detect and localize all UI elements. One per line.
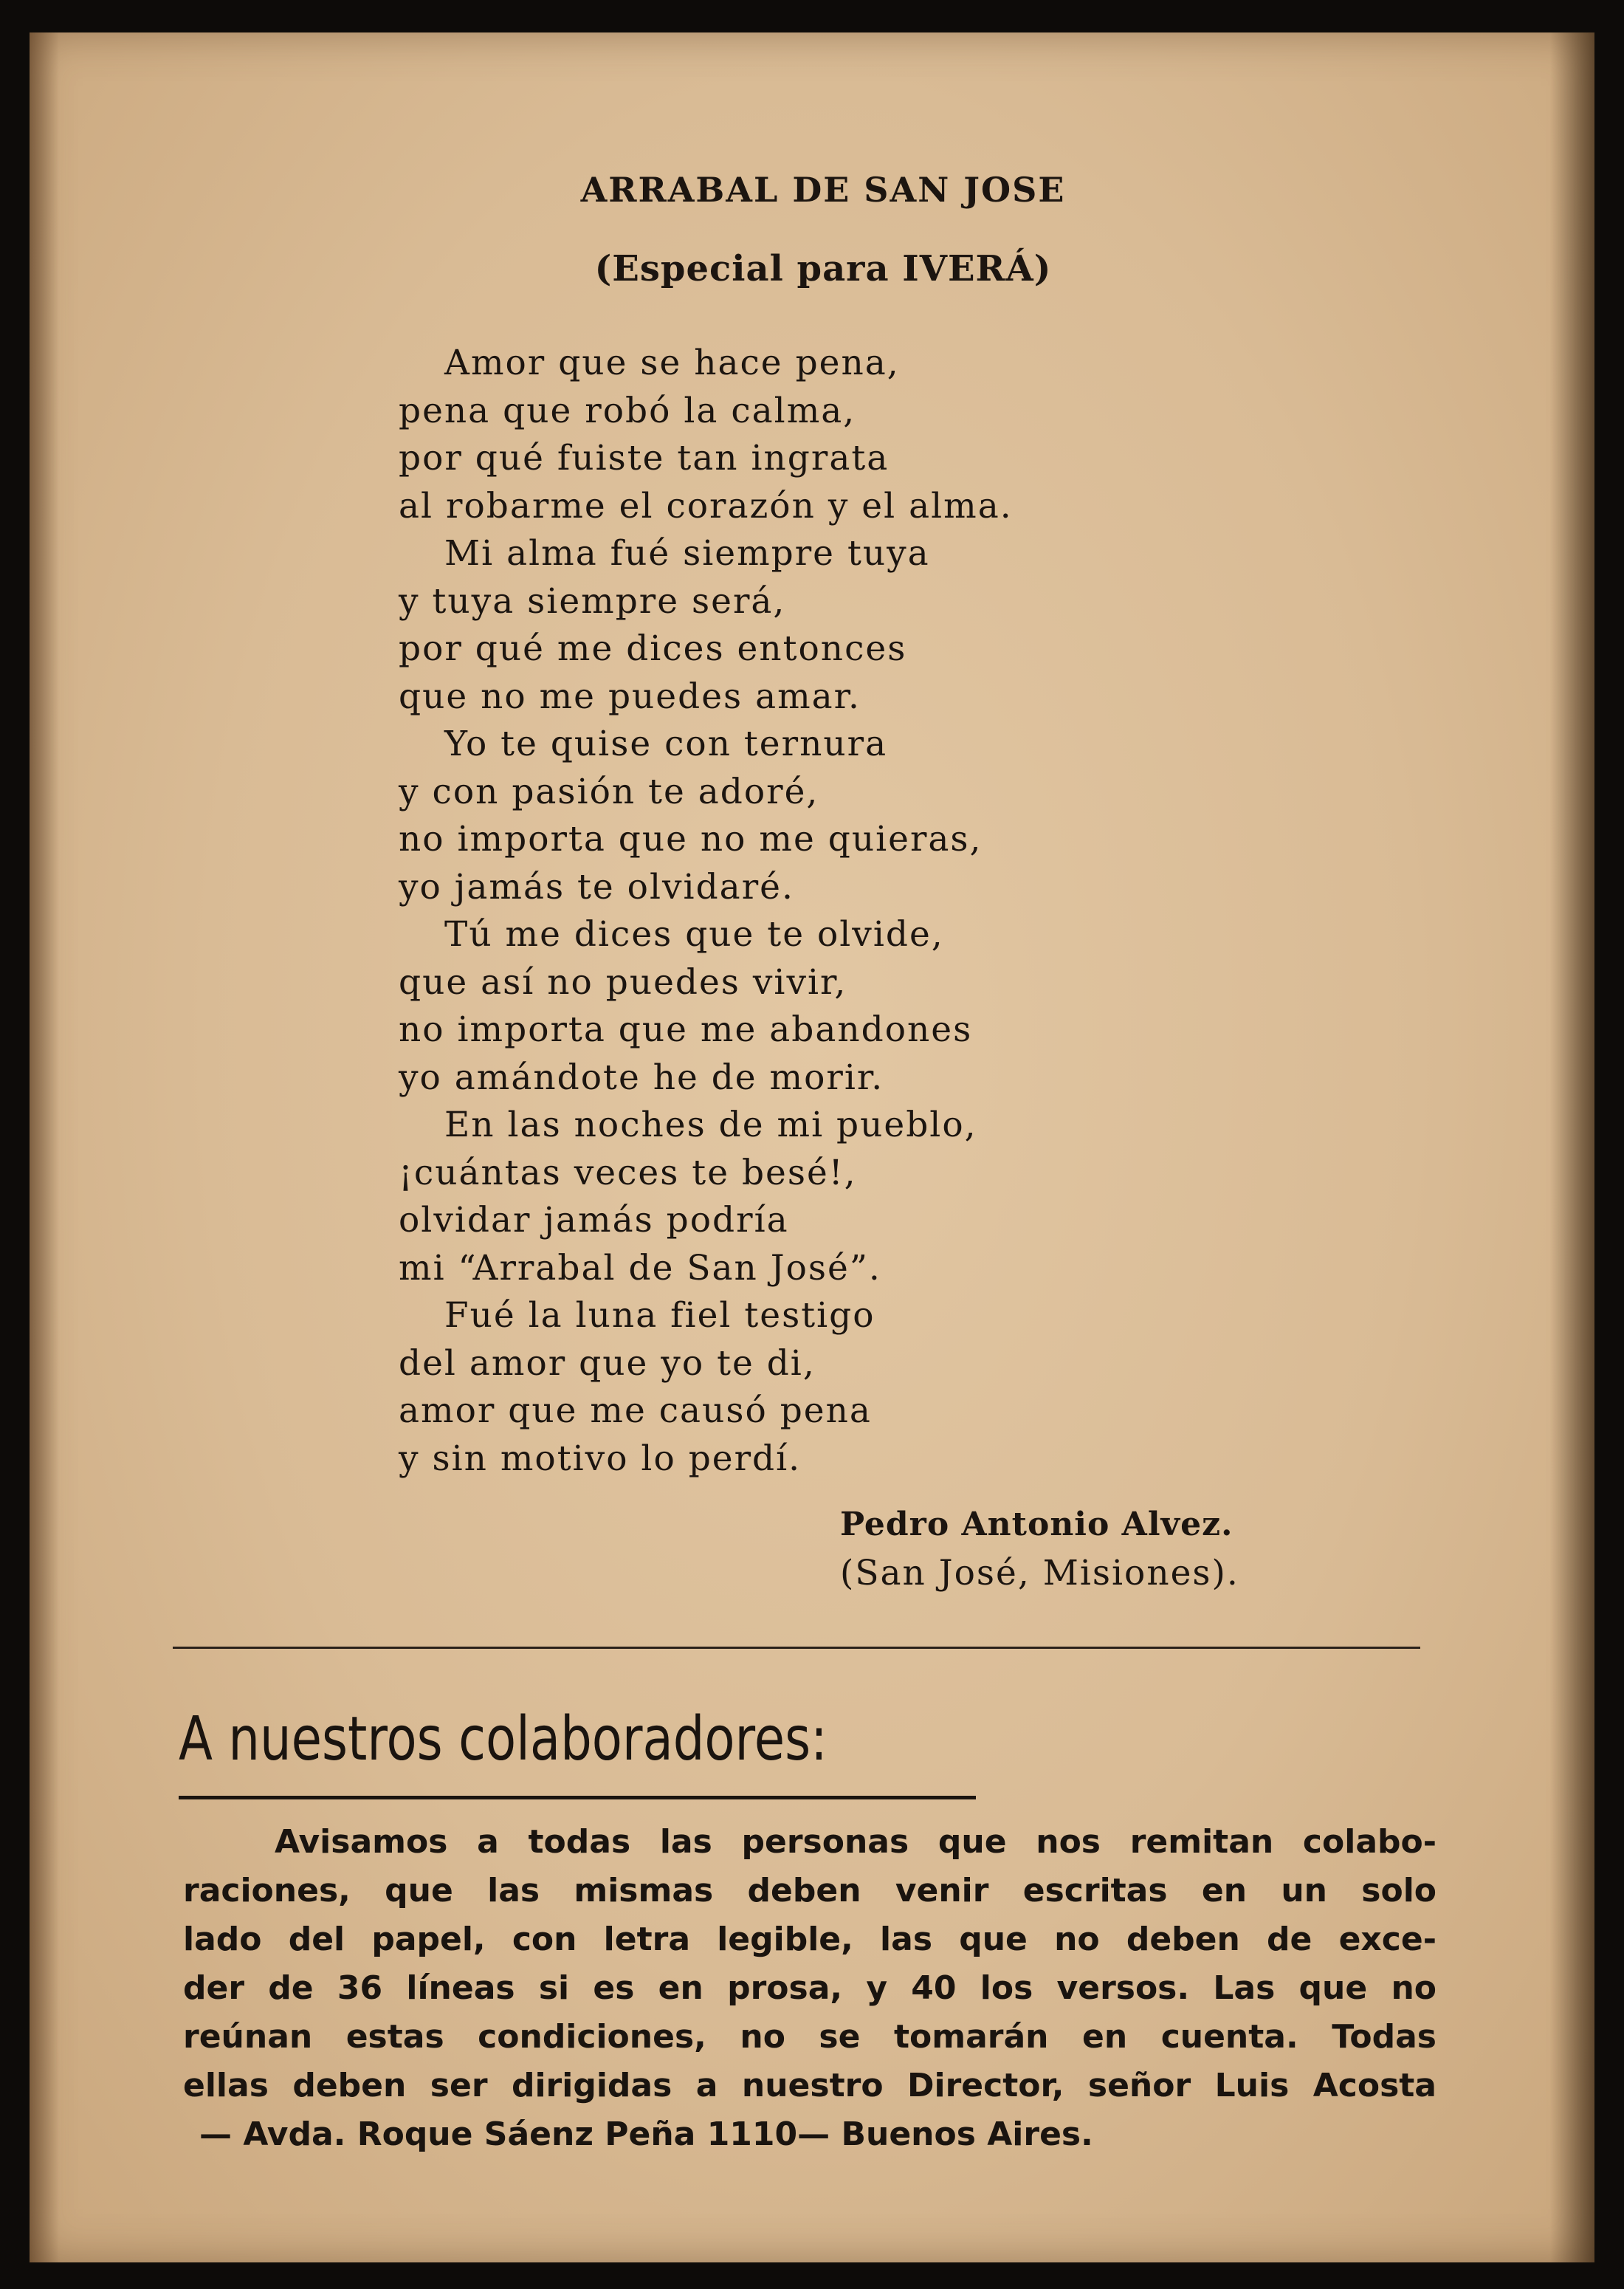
poem-line: del amor que yo te di, bbox=[399, 1342, 816, 1384]
notice-line: raciones, que las mismas deben venir escritas en un solo bbox=[183, 1872, 1437, 1909]
poem-line: Mi alma fué siempre tuya bbox=[444, 533, 930, 574]
poem-line: Amor que se hace pena, bbox=[444, 343, 900, 383]
notice-line: reúnan estas condiciones, no se tomarán en cuenta. Todas bbox=[183, 2018, 1437, 2056]
notice-line: ellas deben ser dirigidas a nuestro Director, señor Luis Acosta bbox=[183, 2067, 1437, 2104]
poem-title: ARRABAL DE SAN JOSE bbox=[580, 170, 1066, 210]
poem-line: En las noches de mi pueblo, bbox=[444, 1105, 977, 1145]
poem-line: Yo te quise con ternura bbox=[444, 724, 888, 764]
poem-line: no importa que me abandones bbox=[399, 1009, 973, 1050]
poem-line: por qué fuiste tan ingrata bbox=[399, 438, 890, 478]
poem-line: y con pasión te adoré, bbox=[399, 771, 819, 812]
notice-line: der de 36 líneas si es en prosa, y 40 los versos. Las que no bbox=[183, 1969, 1437, 2007]
poem-line: pena que robó la calma, bbox=[399, 390, 856, 431]
notice-line: lado del papel, con letra legible, las que no deben de exce- bbox=[183, 1921, 1437, 1958]
poem-line: que así no puedes vivir, bbox=[399, 961, 847, 1003]
poem-line: olvidar jamás podría bbox=[399, 1200, 789, 1240]
author-place: (San José, Misiones). bbox=[840, 1553, 1239, 1593]
poem-line: yo amándote he de morir. bbox=[399, 1057, 884, 1098]
poem-line: que no me puedes amar. bbox=[399, 676, 861, 717]
poem-line: al robarme el corazón y el alma. bbox=[399, 485, 1013, 526]
notice-line: — Avda. Roque Sáenz Peña 1110— Buenos Aires. bbox=[199, 2115, 1093, 2153]
poem-line: y sin motivo lo perdí. bbox=[399, 1438, 802, 1479]
poem-subtitle: (Especial para IVERÁ) bbox=[594, 248, 1052, 289]
magazine-page bbox=[30, 32, 1594, 2262]
poem-line: Tú me dices que te olvide, bbox=[444, 914, 944, 955]
poem-signature bbox=[840, 1500, 1239, 1598]
poem-body bbox=[399, 340, 1013, 1483]
poem-line: y tuya siempre será, bbox=[399, 580, 786, 622]
poem-line: ¡cuántas veces te besé!, bbox=[399, 1152, 857, 1193]
poem-line: amor que me causó pena bbox=[399, 1390, 872, 1431]
heading-underline bbox=[179, 1796, 976, 1799]
poem-line: mi “Arrabal de San José”. bbox=[399, 1247, 881, 1288]
author-name: Pedro Antonio Alvez. bbox=[840, 1506, 1234, 1543]
notice-line: Avisamos a todas las personas que nos remitan colabo- bbox=[275, 1823, 1437, 1861]
poem-line: yo jamás te olvidaré. bbox=[399, 866, 794, 907]
poem-line: Fué la luna fiel testigo bbox=[444, 1295, 875, 1336]
poem-line: no importa que no me quieras, bbox=[399, 819, 983, 859]
notice-heading: A nuestros colaboradores: bbox=[179, 1704, 828, 1774]
poem-line: por qué me dices entonces bbox=[399, 628, 907, 669]
section-divider bbox=[173, 1647, 1420, 1649]
